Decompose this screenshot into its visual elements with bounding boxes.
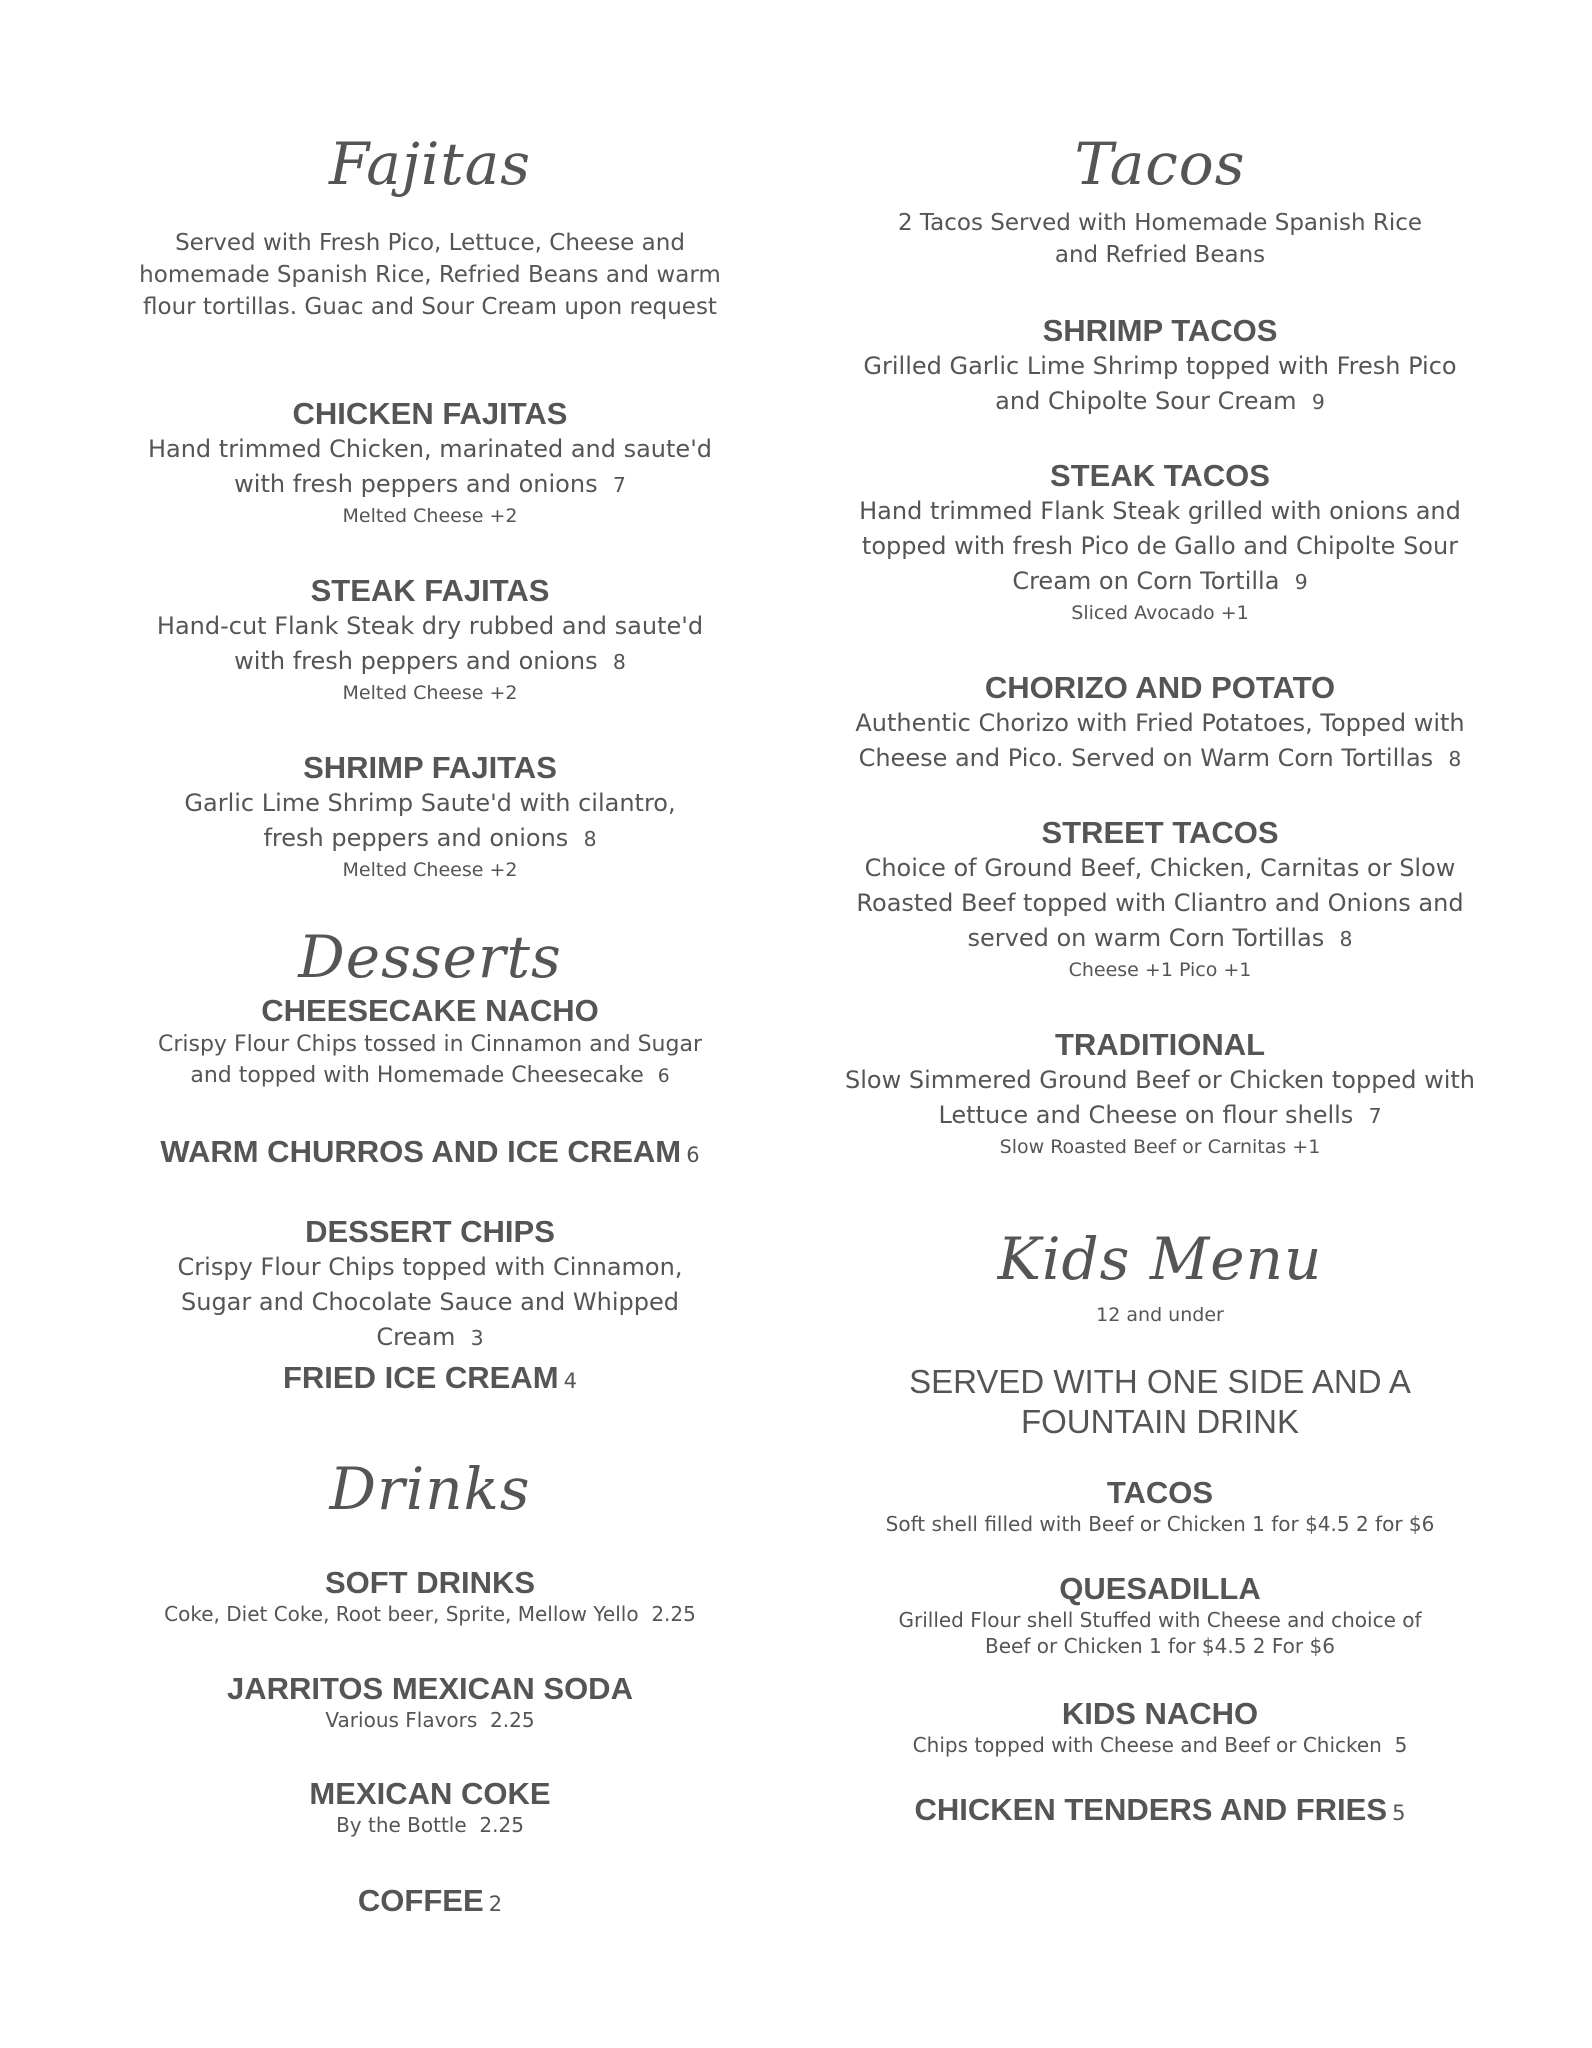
item-description: Slow Simmered Ground Beef or Chicken topped with Lettuce and Cheese on flour shells 7	[845, 1066, 1475, 1129]
item-price: 9	[1294, 570, 1308, 594]
item-description: Authentic Chorizo with Fried Potatoes, Topped with Cheese and Pico. Served on Warm Corn Tortillas 8	[855, 709, 1465, 772]
menu-item	[70, 1883, 790, 1919]
item-description: Garlic Lime Shrimp Saute'd with cilantro, fresh peppers and onions 8	[184, 789, 676, 852]
item-name: CHICKEN TENDERS AND FRIES	[914, 1792, 1388, 1827]
menu-item	[800, 458, 1520, 626]
menu-item	[800, 670, 1520, 777]
item-name: STREET TACOS	[1041, 815, 1279, 850]
tacos-heading: Tacos	[1074, 130, 1246, 198]
item-price: 6	[657, 1066, 670, 1087]
item-name: CHICKEN FAJITAS	[292, 396, 568, 431]
item-price: 6	[686, 1143, 700, 1167]
item-price: 9	[1311, 390, 1325, 414]
item-price: 5	[1392, 1801, 1406, 1825]
item-name: QUESADILLA	[1059, 1571, 1261, 1606]
item-addon: Melted Cheese +2	[342, 859, 518, 881]
item-description: By the Bottle 2.25	[336, 1813, 524, 1837]
menu-item	[800, 1475, 1520, 1537]
menu-item	[800, 313, 1520, 420]
menu-item	[800, 1571, 1520, 1659]
item-name: STEAK FAJITAS	[310, 573, 550, 608]
item-name: CHEESECAKE NACHO	[261, 993, 599, 1028]
item-description: Coke, Diet Coke, Root beer, Sprite, Mellow Yello 2.25	[164, 1602, 696, 1626]
item-name: TRADITIONAL	[1054, 1027, 1266, 1062]
kids-menu-heading: Kids Menu	[997, 1225, 1323, 1293]
item-name: MEXICAN COKE	[309, 1776, 551, 1811]
item-description: Grilled Garlic Lime Shrimp topped with Fresh Pico and Chipolte Sour Cream 9	[863, 352, 1457, 415]
menu-item	[70, 1776, 790, 1838]
item-addon: Slow Roasted Beef or Carnitas +1	[999, 1136, 1321, 1158]
item-name: SHRIMP TACOS	[1042, 313, 1278, 348]
item-addon: Melted Cheese +2	[342, 682, 518, 704]
item-description: Chips topped with Cheese and Beef or Chicken 5	[912, 1733, 1408, 1757]
item-price: 8	[1339, 927, 1353, 951]
item-name: CHORIZO AND POTATO	[984, 670, 1336, 705]
item-description: Choice of Ground Beef, Chicken, Carnitas or Slow Roasted Beef topped with Cliantro and Onions and served on warm Corn Tortillas 8	[856, 854, 1464, 952]
item-price: 3	[470, 1326, 484, 1350]
item-price: 8	[612, 650, 626, 674]
kids-subheading: SERVED WITH ONE SIDE AND A FOUNTAIN DRINK	[909, 1363, 1411, 1440]
item-price: 8	[1448, 747, 1462, 771]
item-description: Various Flavors 2.25	[325, 1708, 535, 1732]
menu-item	[70, 1360, 790, 1396]
item-price: 5	[1394, 1733, 1408, 1757]
item-price: 2.25	[651, 1602, 696, 1626]
kids-age-note: 12 and under	[1096, 1304, 1224, 1326]
menu-item	[70, 1565, 790, 1627]
item-name: TACOS	[1106, 1475, 1214, 1510]
tacos-intro: 2 Tacos Served with Homemade Spanish Rice and Refried Beans	[897, 210, 1423, 268]
item-addon: Melted Cheese +2	[342, 505, 518, 527]
menu-item	[70, 750, 790, 883]
menu-item	[70, 1214, 790, 1356]
item-name: DESSERT CHIPS	[305, 1214, 555, 1249]
item-addon: Cheese +1 Pico +1	[1068, 959, 1252, 981]
menu-item	[800, 815, 1520, 983]
item-description: Hand trimmed Chicken, marinated and saute'd with fresh peppers and onions 7	[147, 435, 713, 498]
drinks-heading: Drinks	[329, 1455, 531, 1523]
menu-item	[800, 1027, 1520, 1160]
item-description: Hand-cut Flank Steak dry rubbed and saute'd with fresh peppers and onions 8	[156, 612, 704, 675]
item-price: 2.25	[490, 1708, 535, 1732]
item-addon: Sliced Avocado +1	[1071, 602, 1249, 624]
menu-item	[70, 573, 790, 706]
item-price: 7	[612, 473, 626, 497]
item-price: 4	[563, 1369, 578, 1393]
item-price: 7	[1368, 1104, 1382, 1128]
item-description: Hand trimmed Flank Steak grilled with onions and topped with fresh Pico de Gallo and Chipolte Sour Cream on Corn Tortilla 9	[859, 497, 1461, 595]
item-description: Grilled Flour shell Stuffed with Cheese and choice of Beef or Chicken 1 for $4.5 2 For $6	[898, 1608, 1422, 1658]
menu-item	[70, 1671, 790, 1733]
item-price: 8	[583, 827, 597, 851]
menu-item	[800, 1792, 1520, 1828]
item-name: JARRITOS MEXICAN SODA	[227, 1671, 633, 1706]
fajitas-heading: Fajitas	[328, 130, 532, 198]
item-name: WARM CHURROS AND ICE CREAM	[160, 1134, 682, 1169]
item-description: Crispy Flour Chips topped with Cinnamon, Sugar and Chocolate Sauce and Whipped Cream 3	[177, 1253, 683, 1351]
item-name: STEAK TACOS	[1050, 458, 1270, 493]
item-description: Crispy Flour Chips tossed in Cinnamon and Sugar and topped with Homemade Cheesecake 6	[157, 1032, 702, 1088]
item-name: KIDS NACHO	[1061, 1696, 1259, 1731]
item-price: 2	[488, 1892, 503, 1916]
menu-item	[70, 396, 790, 529]
item-name: FRIED ICE CREAM	[282, 1360, 559, 1395]
menu-item	[70, 993, 790, 1092]
menu-item	[70, 1134, 790, 1170]
desserts-heading: Desserts	[298, 923, 562, 991]
item-name: SOFT DRINKS	[324, 1565, 536, 1600]
fajitas-intro: Served with Fresh Pico, Lettuce, Cheese and homemade Spanish Rice, Refried Beans and warm flour tortillas. Guac and Sour Cream upon request	[139, 230, 721, 320]
item-name: SHRIMP FAJITAS	[303, 750, 557, 785]
item-name: COFFEE	[357, 1883, 484, 1918]
item-price: 2.25	[479, 1813, 524, 1837]
item-description: Soft shell filled with Beef or Chicken 1 for $4.5 2 for $6	[885, 1512, 1435, 1536]
menu-item	[800, 1696, 1520, 1758]
